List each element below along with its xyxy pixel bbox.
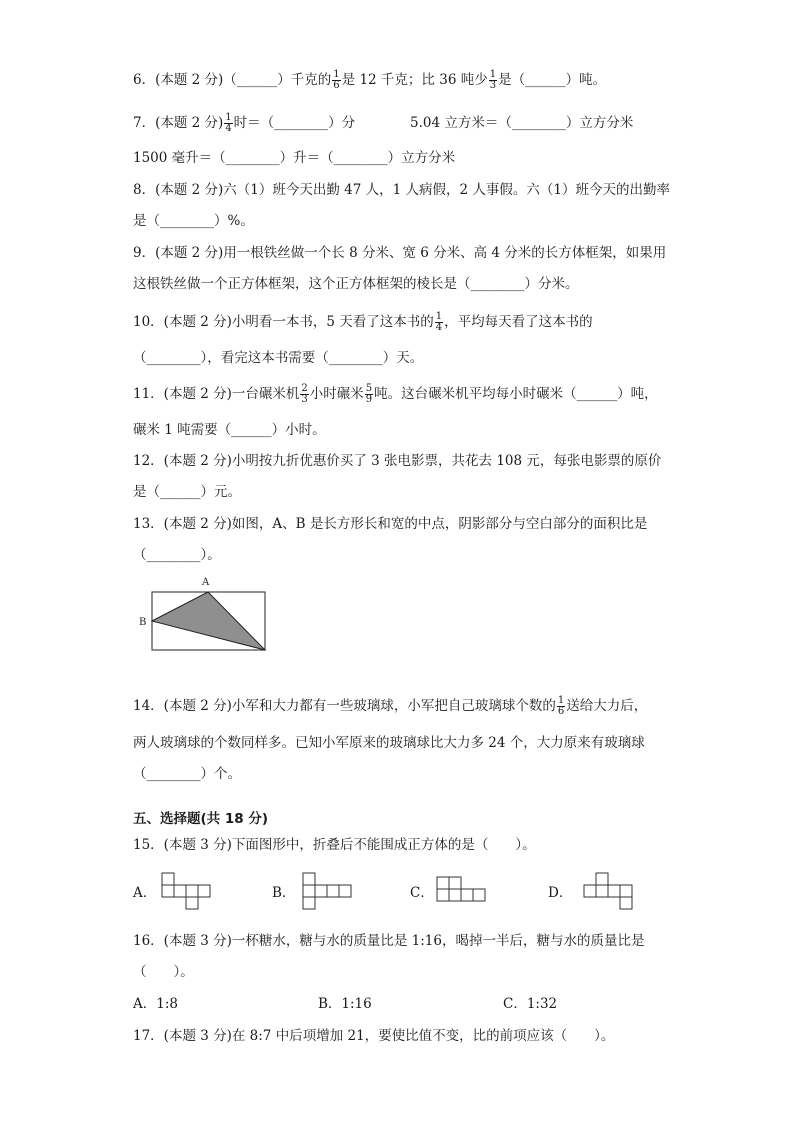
q10-fraction: $\frac{1}{4}$ bbox=[435, 311, 443, 333]
q15-option-a-label[interactable]: A． bbox=[133, 885, 157, 901]
q7-text-b: 时＝（________）分 bbox=[233, 115, 356, 131]
question-10-line-1 bbox=[133, 312, 593, 333]
q15-option-d-label[interactable]: D． bbox=[548, 885, 573, 901]
q11-fraction-2: $\frac{5}{9}$ bbox=[365, 383, 373, 405]
question-14-line-1 bbox=[133, 696, 647, 717]
q6-fraction-1: $\frac{1}{6}$ bbox=[333, 69, 340, 91]
question-11-line-1 bbox=[133, 384, 658, 405]
question-14-line-3: （________）个。 bbox=[133, 766, 241, 782]
question-8-line-1: 8．(本题 2 分)六（1）班今天出勤 47 人，1 人病假，2 人事假。六（1）班今天的出勤率 bbox=[133, 182, 670, 198]
q7-text-c: 5.04 立方米＝（________）立方分米 bbox=[410, 115, 634, 131]
q11-fraction-1: $\frac{2}{3}$ bbox=[301, 383, 308, 405]
q10-text-b: ，平均每天看了这本书的 bbox=[444, 314, 593, 330]
q10-text-a: 10．(本题 2 分)小明看一本书，5 天看了这本书的 bbox=[133, 314, 434, 330]
question-8-line-2: 是（________）%。 bbox=[133, 213, 254, 229]
q14-fraction: $\frac{1}{6}$ bbox=[557, 695, 565, 717]
question-14-line-2: 两人玻璃球的个数同样多。已知小军原来的玻璃球比大力多 24 个，大力原来有玻璃球 bbox=[133, 735, 645, 751]
q13-shaded-triangle bbox=[152, 592, 265, 650]
q13-rectangle bbox=[152, 592, 265, 650]
question-16-line-1: 16．(本题 3 分)一杯糖水，糖与水的质量比是 1:16，喝掉一半后，糖与水的质量比是 bbox=[133, 933, 645, 949]
q11-text-c: 吨。这台碾米机平均每小时碾米（______）吨， bbox=[374, 386, 658, 402]
question-13-line-2: （________）。 bbox=[133, 547, 221, 563]
q15-option-c-label[interactable]: C． bbox=[410, 885, 434, 901]
q15-net-b bbox=[303, 873, 351, 909]
q15-option-b-label[interactable]: B． bbox=[272, 885, 296, 901]
q14-text-b: 送给大力后， bbox=[566, 698, 648, 714]
question-9-line-1: 9．(本题 2 分)用一根铁丝做一个长 8 分米、宽 6 分米、高 4 分米的长方体框架，如果用 bbox=[133, 245, 667, 261]
question-12-line-1: 12．(本题 2 分)小明按九折优惠价买了 3 张电影票，共花去 108 元，每张电影票的原价 bbox=[133, 453, 662, 469]
question-17-line-1: 17．(本题 3 分)在 8:7 中后项增加 21，要使比值不变，比的前项应该（ ）。 bbox=[133, 1028, 615, 1044]
q13-label-a: A bbox=[202, 577, 210, 588]
question-6 bbox=[133, 70, 606, 91]
question-16-line-2: （ ）。 bbox=[133, 964, 194, 980]
q15-net-c bbox=[437, 877, 485, 901]
q15-net-a bbox=[162, 873, 210, 909]
question-10-line-2: （________），看完这本书需要（________）天。 bbox=[133, 350, 424, 366]
q7-text-a: 7．(本题 2 分) bbox=[133, 115, 224, 131]
q6-text-c: 是（______）吨。 bbox=[498, 72, 607, 88]
q13-label-b: B bbox=[139, 617, 147, 628]
q11-text-b: 小时碾米 bbox=[309, 386, 364, 402]
q6-fraction-2: $\frac{1}{3}$ bbox=[489, 69, 497, 91]
section-5-heading: 五、选择题(共 18 分) bbox=[133, 811, 269, 827]
q16-option-b[interactable]: B．1:16 bbox=[318, 996, 372, 1012]
question-13-line-1: 13．(本题 2 分)如图，A、B 是长方形长和宽的中点，阴影部分与空白部分的面积比是 bbox=[133, 516, 648, 532]
question-11-line-2: 碾米 1 吨需要（______）小时。 bbox=[133, 422, 326, 438]
q16-option-a[interactable]: A．1:8 bbox=[133, 996, 178, 1012]
q11-text-a: 11．(本题 2 分)一台碾米机 bbox=[133, 386, 300, 402]
q16-option-c[interactable]: C．1:32 bbox=[503, 996, 558, 1012]
question-12-line-2: 是（______）元。 bbox=[133, 484, 241, 500]
q15-net-d bbox=[584, 873, 632, 909]
question-7 bbox=[133, 113, 355, 134]
q14-text-a: 14．(本题 2 分)小军和大力都有一些玻璃球，小军把自己玻璃球个数的 bbox=[133, 698, 556, 714]
question-7-line-2: 1500 毫升＝（________）升＝（________）立方分米 bbox=[133, 150, 456, 166]
q6-text-a: 6．(本题 2 分)（______）千克的 bbox=[133, 72, 332, 88]
q7-fraction: $\frac{1}{4}$ bbox=[225, 112, 232, 134]
question-7-part-2 bbox=[410, 113, 633, 133]
q6-text-b: 是 12 千克；比 36 吨少 bbox=[341, 72, 488, 88]
question-9-line-2: 这根铁丝做一个正方体框架，这个正方体框架的棱长是（________）分米。 bbox=[133, 276, 579, 292]
question-15-line-1: 15．(本题 3 分)下面图形中，折叠后不能围成正方体的是（ ）。 bbox=[133, 837, 536, 853]
